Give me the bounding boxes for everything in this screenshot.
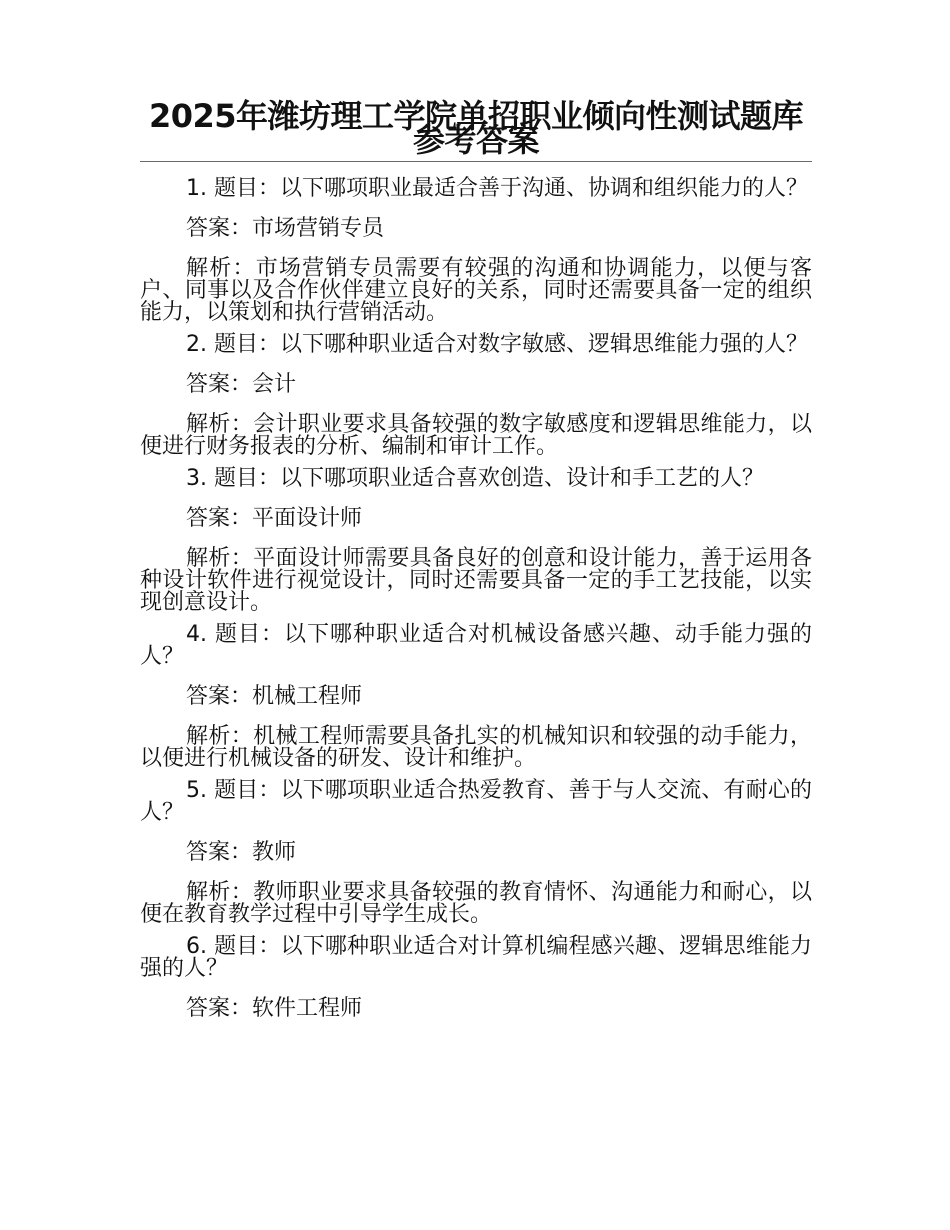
question-item-3	[140, 468, 812, 614]
answer-text: 答案：市场营销专员	[186, 216, 385, 241]
analysis-text: 解析：平面设计师需要具备良好的创意和设计能力，善于运用各种设计软件进行视觉设计，同时还需要具备一定的手工艺技能，以实现创意设计。	[140, 546, 812, 615]
question-list	[140, 178, 812, 1038]
question-item-1	[140, 178, 812, 324]
analysis-text: 解析：教师职业要求具备较强的教育情怀、沟通能力和耐心，以便在教育教学过程中引导学生成长。	[140, 880, 812, 927]
answer-text: 答案：教师	[186, 840, 297, 865]
answer-text: 答案：软件工程师	[186, 996, 363, 1021]
title-divider	[140, 161, 812, 162]
question-text: 1. 题目：以下哪项职业最适合善于沟通、协调和组织能力的人？	[186, 176, 808, 201]
question-item-4	[140, 624, 812, 770]
question-text: 4. 题目：以下哪种职业适合对机械设备感兴趣、动手能力强的人？	[140, 622, 812, 669]
question-text: 3. 题目：以下哪项职业适合喜欢创造、设计和手工艺的人？	[186, 466, 764, 491]
analysis-text: 解析：会计职业要求具备较强的数字敏感度和逻辑思维能力，以便进行财务报表的分析、编制和审计工作。	[140, 412, 812, 459]
answer-text: 答案：会计	[186, 372, 297, 397]
question-item-5	[140, 780, 812, 926]
answer-text: 答案：平面设计师	[186, 506, 363, 531]
answer-text: 答案：机械工程师	[186, 684, 363, 709]
analysis-text: 解析：市场营销专员需要有较强的沟通和协调能力，以便与客户、同事以及合作伙伴建立良好的关系，同时还需要具备一定的组织能力，以策划和执行营销活动。	[140, 256, 812, 325]
question-item-2	[140, 334, 812, 458]
document-title: 2025年潍坊理工学院单招职业倾向性测试题库参考答案	[148, 97, 804, 159]
document-page	[140, 0, 812, 1230]
question-text: 6. 题目：以下哪种职业适合对计算机编程感兴趣、逻辑思维能力强的人？	[140, 934, 812, 981]
question-item-6	[140, 936, 812, 1020]
analysis-text: 解析：机械工程师需要具备扎实的机械知识和较强的动手能力，以便进行机械设备的研发、设计和维护。	[140, 724, 812, 771]
question-text: 2. 题目：以下哪种职业适合对数字敏感、逻辑思维能力强的人？	[186, 332, 808, 357]
question-text: 5. 题目：以下哪项职业适合热爱教育、善于与人交流、有耐心的人？	[140, 778, 812, 825]
